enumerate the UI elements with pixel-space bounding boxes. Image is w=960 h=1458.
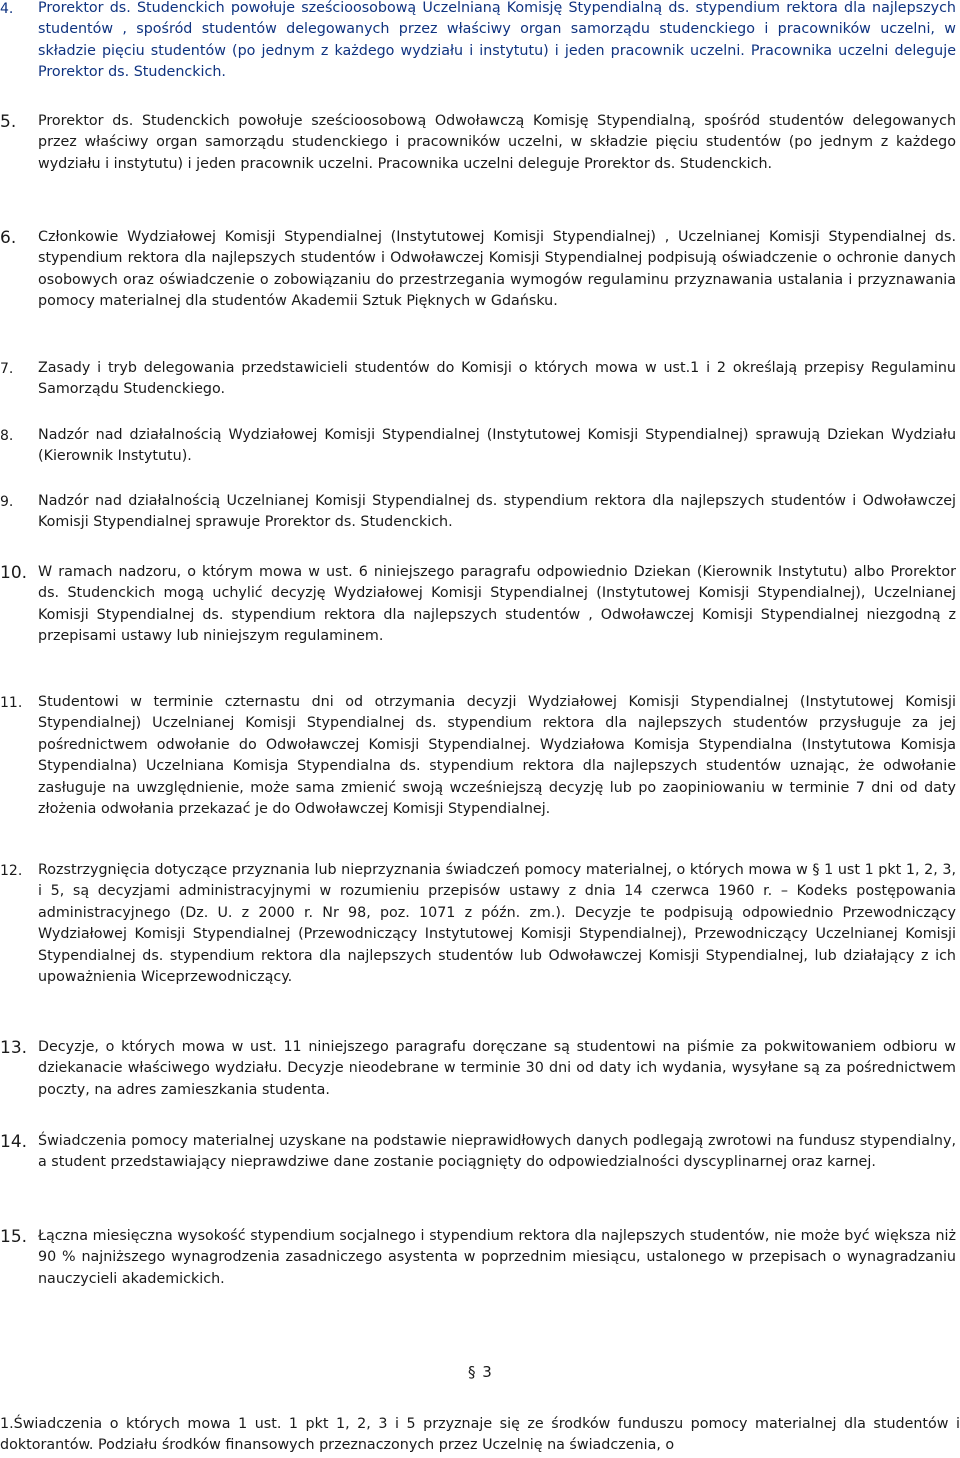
paragraph-number: 5. [0, 112, 17, 132]
paragraph-number: 12. [0, 863, 23, 879]
paragraph-text: Prorektor ds. Studenckich powołuje sześcioosobową Odwoławczą Komisję Stypendialną, spośród studentów delegowanych przez właściwy organ samorządu studenckiego i pracowników uczelni, w składzie pięciu studentów (po jednym z każdego wydziału i instytutu) i jeden pracownik uczelni. Pracownika uczelni deleguje Prorektor ds. Studenckich. [38, 113, 956, 172]
paragraph-text: Prorektor ds. Studenckich powołuje sześcioosobową Uczelnianą Komisję Stypendialną ds. stypendium rektora dla najlepszych studentów , spośród studentów delegowanych przez właściwy organ samorządu studenckiego i pracowników uczelni, w składzie pięciu studentów (po jednym z każdego wydziału i instytutu) i jeden pracownik uczelni. Pracownika uczelni deleguje Prorektor ds. Studenckich. [38, 0, 956, 81]
paragraph-number: 15. [0, 1227, 28, 1247]
section-sign: § [468, 1363, 476, 1381]
page-number-value: 3 [482, 1363, 492, 1381]
paragraph-15 [0, 1226, 960, 1290]
paragraph-number: 13. [0, 1038, 28, 1058]
paragraph-number: 10. [0, 563, 28, 583]
paragraph-number: 6. [0, 228, 17, 248]
paragraph-number: 11. [0, 695, 23, 711]
paragraph-text: Rozstrzygnięcia dotyczące przyznania lub nieprzyznania świadczeń pomocy materialnej, o których mowa w § 1 ust 1 pkt 1, 2, 3, i 5, są decyzjami administracyjnymi w rozumieniu przepisów ustawy z dnia 14 czerwca 1960 r. – Kodeks postępowania administracyjnego (Dz. U. z 2000 r. Nr 98, poz. 1071 z późn. zm.). Decyzje te podpisują odpowiednio Przewodniczący Wydziałowej Komisji Stypendialnej (Przewodniczący Instytutowej Komisji Stypendialnej), Przewodniczący Uczelnianej Komisji Stypendialnej ds. stypendium rektora dla najlepszych studentów lub Odwoławczej Komisji Stypendialnej, lub działający z ich upoważnienia Wiceprzewodniczący. [38, 862, 956, 986]
paragraph-7 [0, 358, 960, 401]
footnote [0, 1414, 960, 1457]
paragraph-number: 4. [0, 1, 14, 17]
paragraph-text: Studentowi w terminie czternastu dni od otrzymania decyzji Wydziałowej Komisji Stypendialnej (Instytutowej Komisji Stypendialnej) Uczelnianej Komisji Stypendialnej ds. stypendium rektora dla najlepszych studentów przysługuje za jej pośrednictwem odwołanie do Odwoławczej Komisji Stypendialnej. Wydziałowa Komisja Stypendialna (Instytutowa Komisja Stypendialna) Uczelniana Komisja Stypendialna ds. stypendium rektora dla najlepszych studentów uznając, że odwołanie zasługuje na uwzględnienie, może sama zmienić swoją wcześniejszą decyzję lub po zaopiniowaniu w terminie 7 dni od daty złożenia odwołania przekazać je do Odwoławczej Komisji Stypendialnej. [38, 694, 956, 818]
paragraph-11 [0, 692, 960, 820]
paragraph-text: Członkowie Wydziałowej Komisji Stypendialnej (Instytutowej Komisji Stypendialnej) , Uczelnianej Komisji Stypendialnej ds. stypendium rektora dla najlepszych studentów i Odwoławczej Komisji Stypendialnej podpisują oświadczenie o ochronie danych osobowych oraz oświadczenie o zobowiązaniu do przestrzegania wymogów regulaminu przyznawania ustalania i przyznawania pomocy materialnej dla studentów Akademii Sztuk Pięknych w Gdańsku. [38, 229, 956, 310]
paragraph-text: Łączna miesięczna wysokość stypendium socjalnego i stypendium rektora dla najlepszych studentów, nie może być większa niż 90 % najniższego wynagrodzenia zasadniczego asystenta w poprzednim miesiącu, ustalonego w przepisach o wynagradzaniu nauczycieli akademickich. [38, 1228, 956, 1287]
paragraph-text: Świadczenia pomocy materialnej uzyskane na podstawie nieprawidłowych danych podlegają zwrotowi na fundusz stypendialny, a student przedstawiający nieprawdziwe dane zostanie pociągnięty do odpowiedzialności dyscyplinarnej oraz karnej. [38, 1133, 956, 1171]
page-number [468, 1362, 492, 1382]
paragraph-5 [0, 111, 960, 175]
paragraph-text: W ramach nadzoru, o którym mowa w ust. 6 niniejszego paragrafu odpowiednio Dziekan (Kierownik Instytutu) albo Prorektor ds. Studenckich mogą uchylić decyzję Wydziałowej Komisji Stypendialnej (Instytutowej Komisji Stypendialnej), Uczelnianej Komisji Stypendialnej ds. stypendium rektora dla najlepszych studentów , Odwoławczej Komisji Stypendialnej niezgodną z przepisami ustawy lub niniejszym regulaminem. [38, 564, 956, 645]
paragraph-number: 8. [0, 428, 14, 444]
paragraph-text: Zasady i tryb delegowania przedstawicieli studentów do Komisji o których mowa w ust.1 i 2 określają przepisy Regulaminu Samorządu Studenckiego. [38, 360, 956, 398]
paragraph-12 [0, 860, 960, 988]
paragraph-9 [0, 491, 960, 534]
paragraph-13 [0, 1037, 960, 1101]
footnote-text: 1.Świadczenia o których mowa 1 ust. 1 pkt 1, 2, 3 i 5 przyznaje się ze środków funduszu pomocy materialnej dla studentów i doktorantów. Podziału środków finansowych przeznaczonych przez Uczelnię na świadczenia, o [0, 1416, 960, 1454]
paragraph-text: Nadzór nad działalnością Wydziałowej Komisji Stypendialnej (Instytutowej Komisji Stypendialnej) sprawują Dziekan Wydziału (Kierownik Instytutu). [38, 427, 956, 465]
paragraph-number: 14. [0, 1132, 28, 1152]
paragraph-4 [0, 0, 960, 84]
paragraph-6 [0, 227, 960, 313]
paragraph-number: 7. [0, 361, 14, 377]
paragraph-text: Decyzje, o których mowa w ust. 11 niniejszego paragrafu doręczane są studentowi na piśmie za pokwitowaniem odbioru w dziekanacie właściwego wydziału. Decyzje nieodebrane w terminie 30 dni od daty ich wydania, wysyłane są za pośrednictwem poczty, na adres zamieszkania studenta. [38, 1039, 956, 1098]
paragraph-10 [0, 562, 960, 648]
paragraph-number: 9. [0, 494, 14, 510]
paragraph-14 [0, 1131, 960, 1174]
paragraph-text: Nadzór nad działalnością Uczelnianej Komisji Stypendialnej ds. stypendium rektora dla najlepszych studentów i Odwoławczej Komisji Stypendialnej sprawuje Prorektor ds. Studenckich. [38, 493, 956, 531]
paragraph-8 [0, 425, 960, 468]
